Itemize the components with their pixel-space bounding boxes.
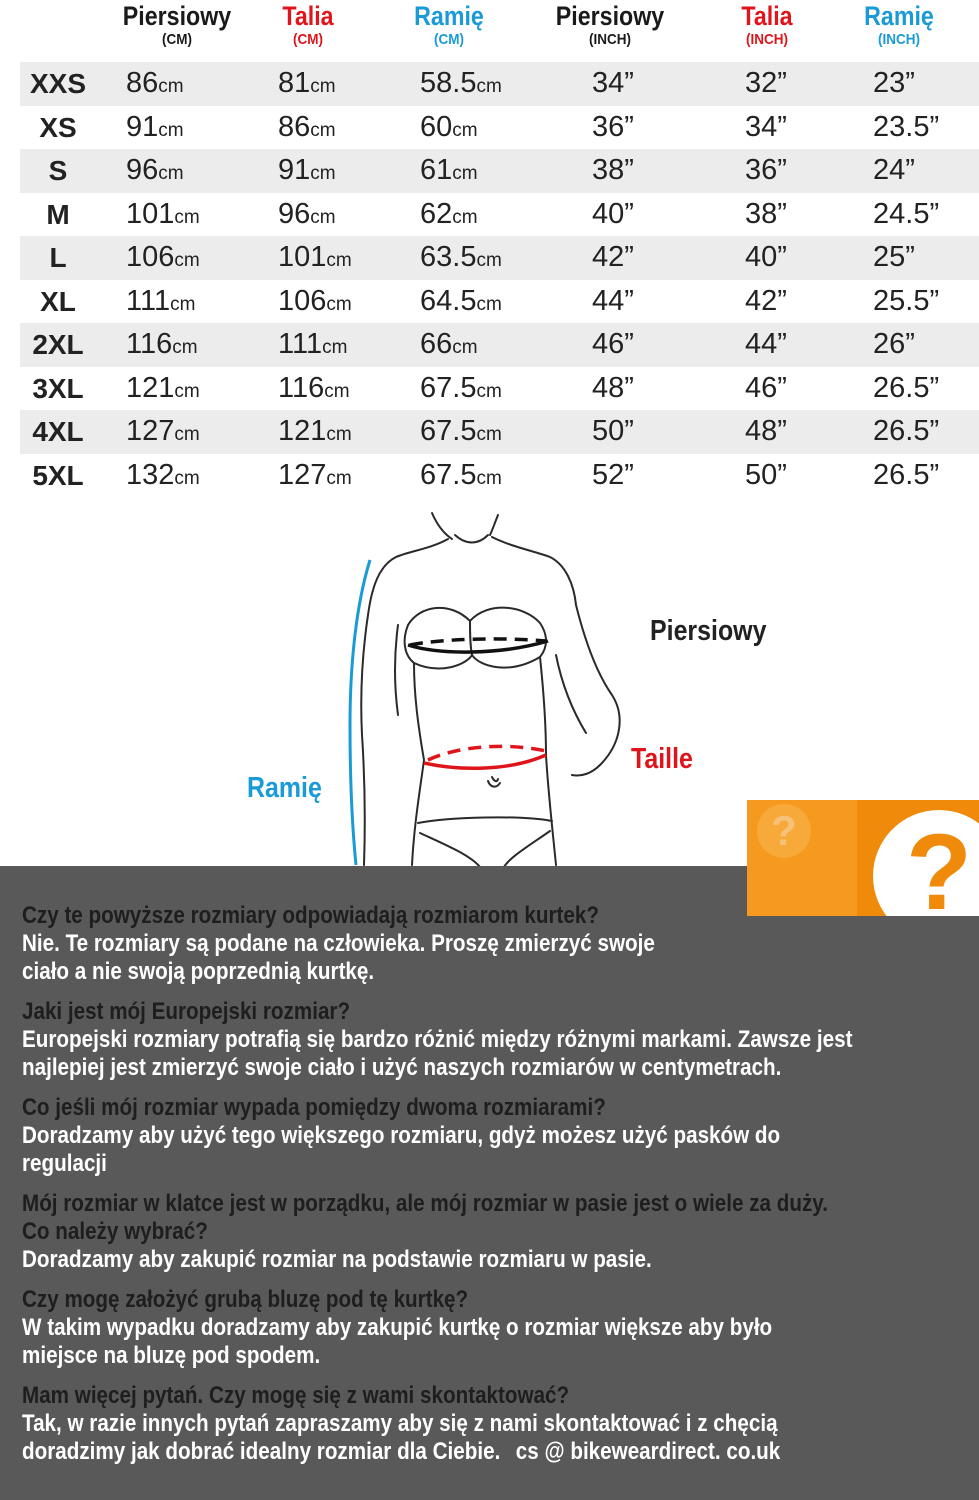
faq-answer: miejsce na bluzę pod spodem. — [22, 1342, 321, 1369]
table-cell-inch: 50” — [745, 458, 787, 491]
table-header — [0, 0, 979, 60]
question-mark-icon: ? — [873, 810, 979, 916]
cell-value: 61 — [420, 154, 453, 186]
column-header — [233, 0, 383, 50]
table-cell-inch: 23” — [873, 67, 915, 99]
cell-value: 101 — [278, 241, 327, 273]
faq-answer: Nie. Te rozmiary są podane na człowieka. Proszę zmierzyć swoje — [22, 930, 655, 957]
size-label: XS — [39, 111, 77, 143]
cell-unit: cm — [158, 163, 184, 184]
cell-unit: cm — [174, 380, 200, 402]
faq-item — [22, 1286, 977, 1370]
faq-answer: Doradzamy aby użyć tego większego rozmiaru, gdyż możesz użyć pasków do — [22, 1122, 781, 1149]
table-row — [20, 367, 979, 411]
column-header-unit: (CM) — [292, 31, 323, 48]
cell-unit: cm — [476, 467, 502, 489]
contact-email-link[interactable]: cs @ bikeweardirect. co.uk — [515, 1438, 781, 1465]
cell-value: 127 — [126, 415, 175, 447]
table-cell-cm — [278, 106, 336, 150]
size-label: XXS — [29, 68, 87, 99]
cell-value: 62 — [420, 197, 453, 230]
cell-value: 81 — [278, 67, 311, 99]
table-row — [20, 410, 979, 454]
cell-value: 63.5 — [420, 241, 477, 273]
table-cell-inch: 50” — [592, 415, 634, 447]
column-header — [535, 0, 685, 50]
table-body — [20, 62, 979, 497]
table-cell-cm — [420, 62, 502, 106]
cell-unit: cm — [310, 206, 336, 228]
table-cell-cm — [126, 367, 200, 411]
table-cell-cm — [278, 454, 352, 498]
faq-item — [22, 1094, 977, 1178]
table-row — [20, 454, 979, 498]
cell-value: 86 — [278, 110, 311, 143]
table-cell-inch: 38” — [745, 197, 787, 230]
table-cell-inch: 48” — [745, 415, 787, 447]
faq-question: Co należy wybrać? — [22, 1218, 208, 1245]
table-cell-cm — [126, 280, 195, 324]
table-cell-inch: 44” — [592, 284, 634, 317]
table-row — [20, 193, 979, 237]
column-header — [824, 0, 974, 50]
table-cell-inch: 26.5” — [873, 371, 940, 404]
table-cell-cm — [126, 410, 200, 454]
cell-unit: cm — [326, 424, 352, 445]
table-cell-inch: 52” — [592, 458, 634, 491]
cell-unit: cm — [476, 250, 502, 271]
column-header-label: Piersiowy — [555, 1, 665, 31]
cell-value: 116 — [278, 371, 325, 404]
table-row — [20, 236, 979, 280]
table-cell-inch: 40” — [592, 197, 634, 230]
table-cell-cm — [278, 367, 350, 411]
table-cell-cm — [420, 323, 478, 367]
table-cell-inch: 46” — [592, 328, 634, 360]
cell-unit: cm — [326, 250, 352, 271]
cell-unit: cm — [452, 163, 478, 184]
table-cell-inch: 42” — [592, 241, 634, 273]
cell-unit: cm — [476, 76, 502, 97]
size-label: S — [48, 155, 68, 186]
column-header-label: Talia — [282, 1, 334, 31]
waist-figure-label: Taille — [631, 743, 693, 775]
table-cell-cm — [420, 106, 478, 150]
faq-answer: Tak, w razie innych pytań zapraszamy aby się z nami skontaktować i z chęcią — [22, 1410, 778, 1437]
cell-unit: cm — [326, 293, 352, 315]
cell-value: 121 — [278, 415, 327, 447]
table-cell-inch: 32” — [745, 67, 787, 99]
table-cell-cm — [278, 62, 336, 106]
column-header — [102, 0, 252, 50]
cell-unit: cm — [452, 337, 478, 358]
cell-unit: cm — [452, 206, 478, 228]
cell-unit: cm — [476, 424, 502, 445]
table-cell-cm — [420, 280, 502, 324]
faq-answer: ciało a nie swoją poprzednią kurtkę. — [22, 958, 375, 985]
cell-value: 101 — [126, 197, 175, 230]
cell-value: 67.5 — [420, 371, 477, 404]
cell-value: 66 — [420, 328, 453, 360]
column-header-unit: (CM) — [161, 31, 192, 48]
cell-unit: cm — [452, 119, 478, 141]
faq-question: Co jeśli mój rozmiar wypada pomiędzy dwoma rozmiarami? — [22, 1094, 606, 1121]
size-label: 3XL — [32, 372, 84, 404]
table-cell-cm — [420, 193, 478, 237]
column-header — [692, 0, 842, 50]
table-cell-inch: 26.5” — [873, 415, 940, 447]
faq-question: Mój rozmiar w klatce jest w porządku, ale mój rozmiar w pasie jest o wiele za duży. — [22, 1190, 828, 1217]
table-cell-cm — [126, 323, 198, 367]
faq-answer: najlepiej jest zmierzyć swoje ciało i użyć naszych rozmiarów w centymetrach. — [22, 1054, 782, 1081]
table-cell-cm — [420, 236, 502, 280]
cell-value: 121 — [126, 371, 175, 404]
table-cell-inch: 44” — [745, 328, 787, 360]
faq-item — [22, 1382, 977, 1466]
column-header-unit: (INCH) — [878, 31, 920, 48]
table-cell-cm — [126, 454, 200, 498]
table-cell-cm — [278, 410, 352, 454]
table-cell-cm — [420, 454, 502, 498]
table-cell-cm — [420, 367, 502, 411]
table-cell-inch: 48” — [592, 371, 634, 404]
cell-value: 64.5 — [420, 284, 477, 317]
table-cell-cm — [278, 236, 352, 280]
table-cell-inch: 26” — [873, 328, 915, 360]
size-label: XL — [40, 285, 76, 317]
cell-unit: cm — [310, 163, 336, 184]
table-cell-cm — [420, 149, 478, 193]
table-cell-inch: 46” — [745, 371, 787, 404]
faq-answer: Doradzamy aby zakupić rozmiar na podstawie rozmiaru w pasie. — [22, 1246, 652, 1273]
table-cell-inch: 38” — [592, 154, 634, 186]
table-cell-inch: 36” — [745, 154, 787, 186]
table-row — [20, 323, 979, 367]
cell-unit: cm — [476, 380, 502, 402]
faq-question: Czy te powyższe rozmiary odpowiadają rozmiarom kurtek? — [22, 902, 599, 929]
cell-value: 58.5 — [420, 67, 477, 99]
cell-value: 60 — [420, 110, 453, 143]
shoulder-figure-label: Ramię — [247, 772, 322, 804]
cell-value: 116 — [126, 328, 173, 360]
table-cell-cm — [278, 149, 336, 193]
faq-list — [22, 902, 977, 1478]
cell-value: 86 — [126, 67, 159, 99]
faq-item — [22, 902, 977, 986]
cell-unit: cm — [172, 337, 198, 358]
size-label: 4XL — [32, 416, 84, 447]
size-label: 2XL — [32, 329, 84, 360]
cell-value: 91 — [126, 110, 159, 143]
cell-unit: cm — [158, 76, 184, 97]
cell-unit: cm — [170, 293, 196, 315]
column-header-label: Ramię — [414, 1, 484, 31]
faq-answer-last — [22, 1438, 975, 1466]
cell-value: 106 — [126, 241, 175, 273]
faq-answer: regulacji — [22, 1150, 107, 1177]
table-cell-cm — [278, 280, 352, 324]
table-cell-cm — [278, 323, 347, 367]
table-cell-cm — [126, 193, 200, 237]
cell-value: 132 — [126, 458, 175, 491]
cell-unit: cm — [310, 119, 336, 141]
table-row — [20, 280, 979, 324]
table-cell-cm — [126, 106, 184, 150]
cell-unit: cm — [158, 119, 184, 141]
cell-value: 67.5 — [420, 458, 477, 491]
cell-value: 127 — [278, 458, 327, 491]
table-cell-cm — [126, 62, 184, 106]
column-header — [374, 0, 524, 50]
table-cell-inch: 40” — [745, 241, 787, 273]
column-header-label: Ramię — [864, 1, 934, 31]
cell-value: 96 — [278, 197, 311, 230]
cell-unit: cm — [174, 250, 200, 271]
table-cell-cm — [126, 149, 184, 193]
column-header-unit: (INCH) — [746, 31, 788, 48]
table-cell-inch: 24” — [873, 154, 915, 186]
question-badge — [747, 800, 979, 916]
faq-question: Jaki jest mój Europejski rozmiar? — [22, 998, 351, 1025]
table-cell-inch: 34” — [745, 110, 787, 143]
cell-unit: cm — [174, 467, 200, 489]
cell-unit: cm — [476, 293, 502, 315]
chest-figure-label: Piersiowy — [650, 615, 767, 647]
cell-unit: cm — [310, 76, 336, 97]
cell-unit: cm — [174, 206, 200, 228]
cell-unit: cm — [326, 467, 352, 489]
cell-value: 111 — [278, 328, 323, 360]
cell-unit: cm — [174, 424, 200, 445]
faq-item — [22, 1190, 977, 1274]
cell-value: 96 — [126, 154, 159, 186]
table-cell-inch: 26.5” — [873, 458, 940, 491]
faq-question: Czy mogę założyć grubą bluzę pod tę kurtkę? — [22, 1286, 469, 1313]
cell-value: 91 — [278, 154, 311, 186]
table-cell-inch: 25” — [873, 241, 915, 273]
cell-value: 67.5 — [420, 415, 477, 447]
table-cell-inch: 42” — [745, 284, 787, 317]
size-label: L — [49, 242, 67, 273]
column-header-label: Talia — [741, 1, 793, 31]
question-mark-icon: ? — [757, 804, 811, 858]
faq-answer-text: doradzimy jak dobrać idealny rozmiar dla Ciebie. — [22, 1438, 501, 1465]
table-cell-cm — [420, 410, 502, 454]
table-cell-inch: 36” — [592, 110, 634, 143]
table-row — [20, 62, 979, 106]
faq-question: Mam więcej pytań. Czy mogę się z wami skontaktować? — [22, 1382, 570, 1409]
table-cell-cm — [126, 236, 200, 280]
table-cell-inch: 34” — [592, 67, 634, 99]
column-header-label: Piersiowy — [122, 1, 232, 31]
size-label: M — [46, 198, 70, 230]
cell-value: 111 — [126, 284, 171, 317]
table-row — [20, 149, 979, 193]
column-header-unit: (INCH) — [589, 31, 631, 48]
faq-item — [22, 998, 977, 1082]
column-header-unit: (CM) — [433, 31, 464, 48]
cell-unit: cm — [324, 380, 350, 402]
cell-unit: cm — [322, 337, 348, 358]
faq-answer: Europejski rozmiary potrafią się bardzo różnić między różnymi markami. Zawsze jest — [22, 1026, 853, 1053]
table-row — [20, 106, 979, 150]
table-cell-inch: 25.5” — [873, 284, 940, 317]
table-cell-cm — [278, 193, 336, 237]
size-label: 5XL — [32, 459, 84, 491]
table-cell-inch: 24.5” — [873, 197, 940, 230]
table-cell-inch: 23.5” — [873, 110, 940, 143]
faq-answer: W takim wypadku doradzamy aby zakupić kurtkę o rozmiar większe aby było — [22, 1314, 773, 1341]
cell-value: 106 — [278, 284, 327, 317]
